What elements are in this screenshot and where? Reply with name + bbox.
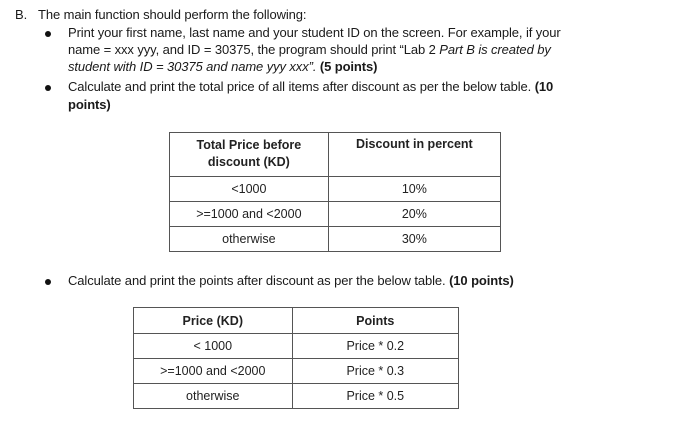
bullet-1-line-1: Print your first name, last name and your student ID on the screen. For example, if your bbox=[68, 25, 561, 40]
discount-table-cell: otherwise bbox=[170, 227, 329, 252]
points-table-header bbox=[134, 308, 459, 334]
points-table-cell: Price * 0.3 bbox=[292, 359, 458, 384]
bullet-1-line-3-italic: student with ID = 30375 and name yyy xxx”. bbox=[68, 59, 317, 74]
table-row bbox=[134, 359, 459, 384]
points-table-cell: >=1000 and <2000 bbox=[134, 359, 293, 384]
bullet-2-line-1 bbox=[68, 78, 553, 95]
table-row bbox=[134, 334, 459, 359]
discount-table-header-price bbox=[170, 133, 329, 177]
discount-table-cell: 30% bbox=[328, 227, 500, 252]
bullet-1-line-2 bbox=[68, 41, 551, 58]
points-table-cell: Price * 0.2 bbox=[292, 334, 458, 359]
bullet-1-line-3 bbox=[68, 58, 377, 75]
bullet-1-points: (5 points) bbox=[316, 59, 378, 74]
bullet-1-line-2-plain: name = xxx yyy, and ID = 30375, the program should print “Lab 2 bbox=[68, 42, 440, 57]
points-table-cell: otherwise bbox=[134, 384, 293, 409]
discount-table-header bbox=[170, 133, 501, 177]
table-row bbox=[170, 227, 501, 252]
bullet-1-line-2-italic: Part B is created by bbox=[439, 42, 551, 57]
discount-table-cell: <1000 bbox=[170, 177, 329, 202]
table-row bbox=[170, 177, 501, 202]
discount-table-cell: 10% bbox=[328, 177, 500, 202]
bullet-1-icon bbox=[45, 31, 51, 37]
bullet-3-icon bbox=[45, 279, 51, 285]
bullet-2-line-2: points) bbox=[68, 97, 111, 112]
discount-table-cell: 20% bbox=[328, 202, 500, 227]
bullet-3-points: (10 points) bbox=[445, 273, 514, 288]
points-table-header-points: Points bbox=[292, 308, 458, 334]
points-table-header-price: Price (KD) bbox=[134, 308, 293, 334]
table-row bbox=[170, 202, 501, 227]
discount-table-header-discount: Discount in percent bbox=[328, 133, 500, 177]
bullet-2-points: (10 bbox=[531, 79, 554, 94]
points-table bbox=[133, 307, 459, 409]
points-table-cell: < 1000 bbox=[134, 334, 293, 359]
bullet-3-text-plain: Calculate and print the points after discount as per the below table. bbox=[68, 273, 446, 288]
bullet-2-line-1-plain: Calculate and print the total price of all items after discount as per the below table. bbox=[68, 79, 532, 94]
section-letter: B. bbox=[15, 7, 28, 22]
bullet-2-icon bbox=[45, 85, 51, 91]
table-row bbox=[134, 384, 459, 409]
bullet-3-text bbox=[68, 272, 514, 289]
discount-table-cell: >=1000 and <2000 bbox=[170, 202, 329, 227]
section-heading: The main function should perform the following: bbox=[38, 7, 307, 22]
discount-table-header-price-text: Total Price before discount (KD) bbox=[196, 138, 302, 169]
points-table-cell: Price * 0.5 bbox=[292, 384, 458, 409]
discount-table bbox=[169, 132, 501, 252]
